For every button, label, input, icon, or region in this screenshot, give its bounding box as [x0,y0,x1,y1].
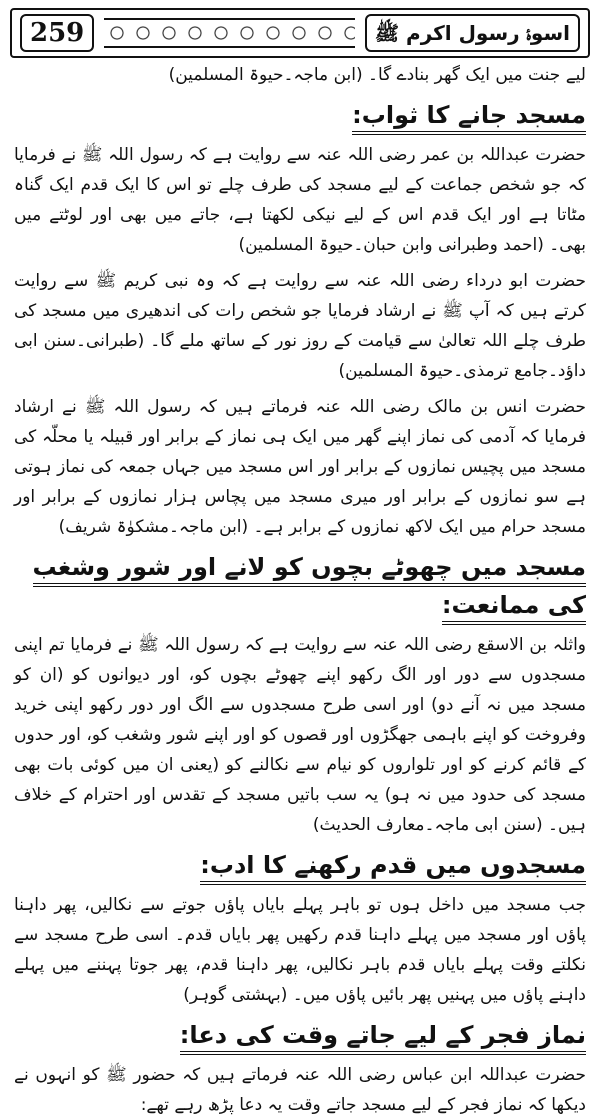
heading-entering-etiquette: مسجدوں میں قدم رکھنے کا ادب: [14,846,586,884]
heading-children-noise: مسجد میں چھوٹے بچوں کو لانے اور شور وشغب کی ممانعت: [14,548,586,624]
paragraph-entering: جب مسجد میں داخل ہوں تو باہر پہلے بایاں پاؤں جوتے سے نکالیں، پھر داہنا پاؤں اور مسجد میں پہلے داہنا قدم رکھیں پھر بایاں قدم۔ اسی طرح مسجد سے نکلتے وقت پہلے بایاں قدم باہر نکالیں، پھر داہنا قدم، پھر جوتا پہننے میں پہلے داہنے پاؤں میں پہنیں پھر بائیں پاؤں میں۔ (بہشتی گوہر) [14,895,586,1005]
paragraph-abu-darda: حضرت ابو درداء رضی اللہ عنہ سے روایت ہے کہ وہ نبی کریم ﷺ سے روایت کرتے ہیں کہ آپ ﷺ نے ارشاد فرمایا جو شخص رات کی اندھیری میں مسجد کی طرف چلے اللہ تعالیٰ سے قیامت کے روز نور کے ساتھ ملے گا۔ (طبرانی۔سنن ابی داؤد۔جامع ترمذی۔حیوۃ المسلمین) [14,271,586,381]
paragraph-wathila: واثلہ بن الاسقع رضی اللہ عنہ سے روایت ہے کہ رسول اللہ ﷺ نے فرمایا تم اپنی مسجدوں سے دور اور الگ رکھو اپنے چھوٹے بچوں کو، اور دیوانوں کو (ان کو مسجد میں نہ آنے دو) اور اسی طرح مسجدوں سے الگ اور دور رکھو اپنی خرید وفروخت کو اپنے باہمی جھگڑوں اور قصوں کو اور اپنے شور وشغب کو، اور حدوں کے قائم کرنے کو اور تلواروں کو نیام سے نکالنے کو (یعنی ان میں کوئی بات بھی مسجد کی حدود میں نہ ہو) یہ سب باتیں مسجد کے تقدس اور احترام کے خلاف ہیں۔ (سنن ابی ماجہ۔معارف الحدیث) [14,635,586,835]
page-content [14,60,586,1115]
opening-line: لیے جنت میں ایک گھر بنادے گا۔ (ابن ماجہ۔حیوۃ المسلمین) [168,65,586,85]
paragraph-ibn-abbas: حضرت عبداللہ ابن عباس رضی اللہ عنہ فرماتے ہیں کہ حضور ﷺ کو انہوں نے دیکھا کہ نماز فجر کے لیے مسجد جاتے وقت یہ دعا پڑھ رہے تھے: [14,1065,586,1115]
page-number: 259 [20,14,94,52]
page-header [10,8,590,58]
paragraph-anas: حضرت انس بن مالک رضی اللہ عنہ فرماتے ہیں کہ رسول اللہ ﷺ نے ارشاد فرمایا کہ آدمی کی نماز اپنے گھر میں ایک ہی نماز کے برابر اور قبیلہ یا محلّہ کی مسجد میں پچیس نمازوں کے برابر اور اس مسجد میں جہاں جمعہ کی نماز ہوتی ہے سو نمازوں کے برابر اور میری مسجد میں پچاس ہزار نمازوں کے برابر اور مسجد حرام میں ایک لاکھ نمازوں کے برابر ہے۔ (ابن ماجہ۔مشکوٰۃ شریف) [14,397,586,537]
heading-fajr-dua: نماز فجر کے لیے جاتے وقت کی دعا: [14,1016,586,1054]
heading-mosque-reward: مسجد جانے کا ثواب: [14,96,586,134]
header-ornament [104,18,355,48]
running-title: اسوۂ رسول اکرم ﷺ [365,14,580,52]
paragraph-ibn-umar: حضرت عبداللہ بن عمر رضی اللہ عنہ سے روایت ہے کہ رسول اللہ ﷺ نے فرمایا کہ جو شخص جماعت کے لیے مسجد کی طرف چلے تو اس کا ایک قدم ایک گناہ مٹاتا ہے اور ایک قدم اس کے لیے نیکی لکھتا ہے، جاتے میں بھی اور لوٹتے میں بھی۔ (احمد وطبرانی وابن حبان۔حیوۃ المسلمین) [14,145,586,255]
